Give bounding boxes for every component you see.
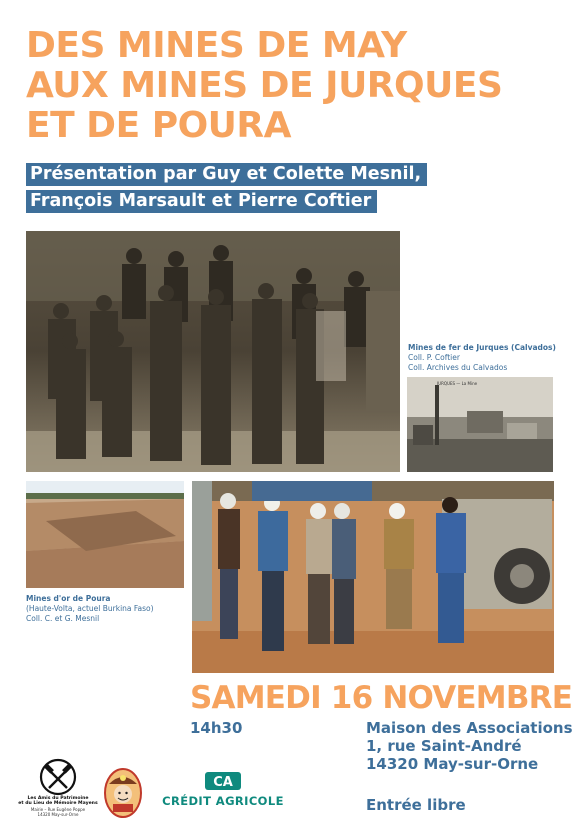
presenter-text-1: Présentation par Guy et Colette Mesnil, — [26, 163, 427, 186]
event-time: 14h30 — [190, 719, 243, 737]
association-name-1: Les Amis du Patrimoine — [27, 796, 89, 801]
credit-agricole-logo — [156, 770, 290, 808]
venue-line-3: 14320 May-sur-Orne — [366, 755, 539, 773]
miner-mascot-logo — [103, 766, 143, 818]
venue-line-2: 1, rue Saint-André — [366, 737, 522, 755]
svg-text:JURQUES — La Mine: JURQUES — La Mine — [437, 381, 478, 386]
miners-group-photo — [26, 231, 400, 472]
caption-poura — [26, 594, 154, 624]
caption-jurques — [408, 343, 556, 373]
title-line-2: AUX MINES DE JURQUES — [26, 65, 503, 106]
poura-pit-photo — [26, 481, 184, 588]
association-name-2: et du Lieu de Mémoire Mayens — [18, 801, 98, 807]
poster-title — [26, 26, 546, 146]
credit-agricole-icon — [204, 770, 242, 792]
event-venue — [366, 719, 573, 773]
event-date: SAMEDI 16 NOVEMBRE — [190, 680, 573, 716]
association-address-1: Mairie – Rue Eugène Poppe — [30, 806, 86, 812]
presenter-line-2 — [26, 190, 377, 213]
title-line-3: ET DE POURA — [26, 105, 291, 146]
venue-line-1: Maison des Associations — [366, 719, 573, 737]
caption-jurques-title: Mines de fer de Jurques (Calvados) — [408, 343, 556, 352]
jurques-mine-photo — [407, 377, 553, 472]
entry-free: Entrée libre — [366, 796, 466, 814]
poura-miners-photo — [192, 481, 554, 673]
credit-agricole-name: CRÉDIT AGRICOLE — [162, 794, 284, 808]
caption-jurques-credit-1: Coll. P. Coftier — [408, 353, 460, 362]
association-logo — [18, 758, 98, 817]
title-line-1: DES MINES DE MAY — [26, 25, 407, 66]
credit-agricole-mark: CA — [213, 775, 233, 790]
presenter-text-2: François Marsault et Pierre Coftier — [26, 190, 377, 213]
crossed-hammers-icon — [39, 758, 77, 796]
caption-poura-title-2: (Haute-Volta, actuel Burkina Faso) — [26, 604, 154, 613]
presenter-line-1 — [26, 163, 427, 186]
caption-poura-credit: Coll. C. et G. Mesnil — [26, 614, 100, 623]
caption-poura-title-1: Mines d'or de Poura — [26, 594, 111, 603]
caption-jurques-credit-2: Coll. Archives du Calvados — [408, 363, 508, 372]
miner-mascot-icon — [103, 766, 143, 818]
association-address-2: 14320 May-sur-Orne — [37, 811, 79, 817]
